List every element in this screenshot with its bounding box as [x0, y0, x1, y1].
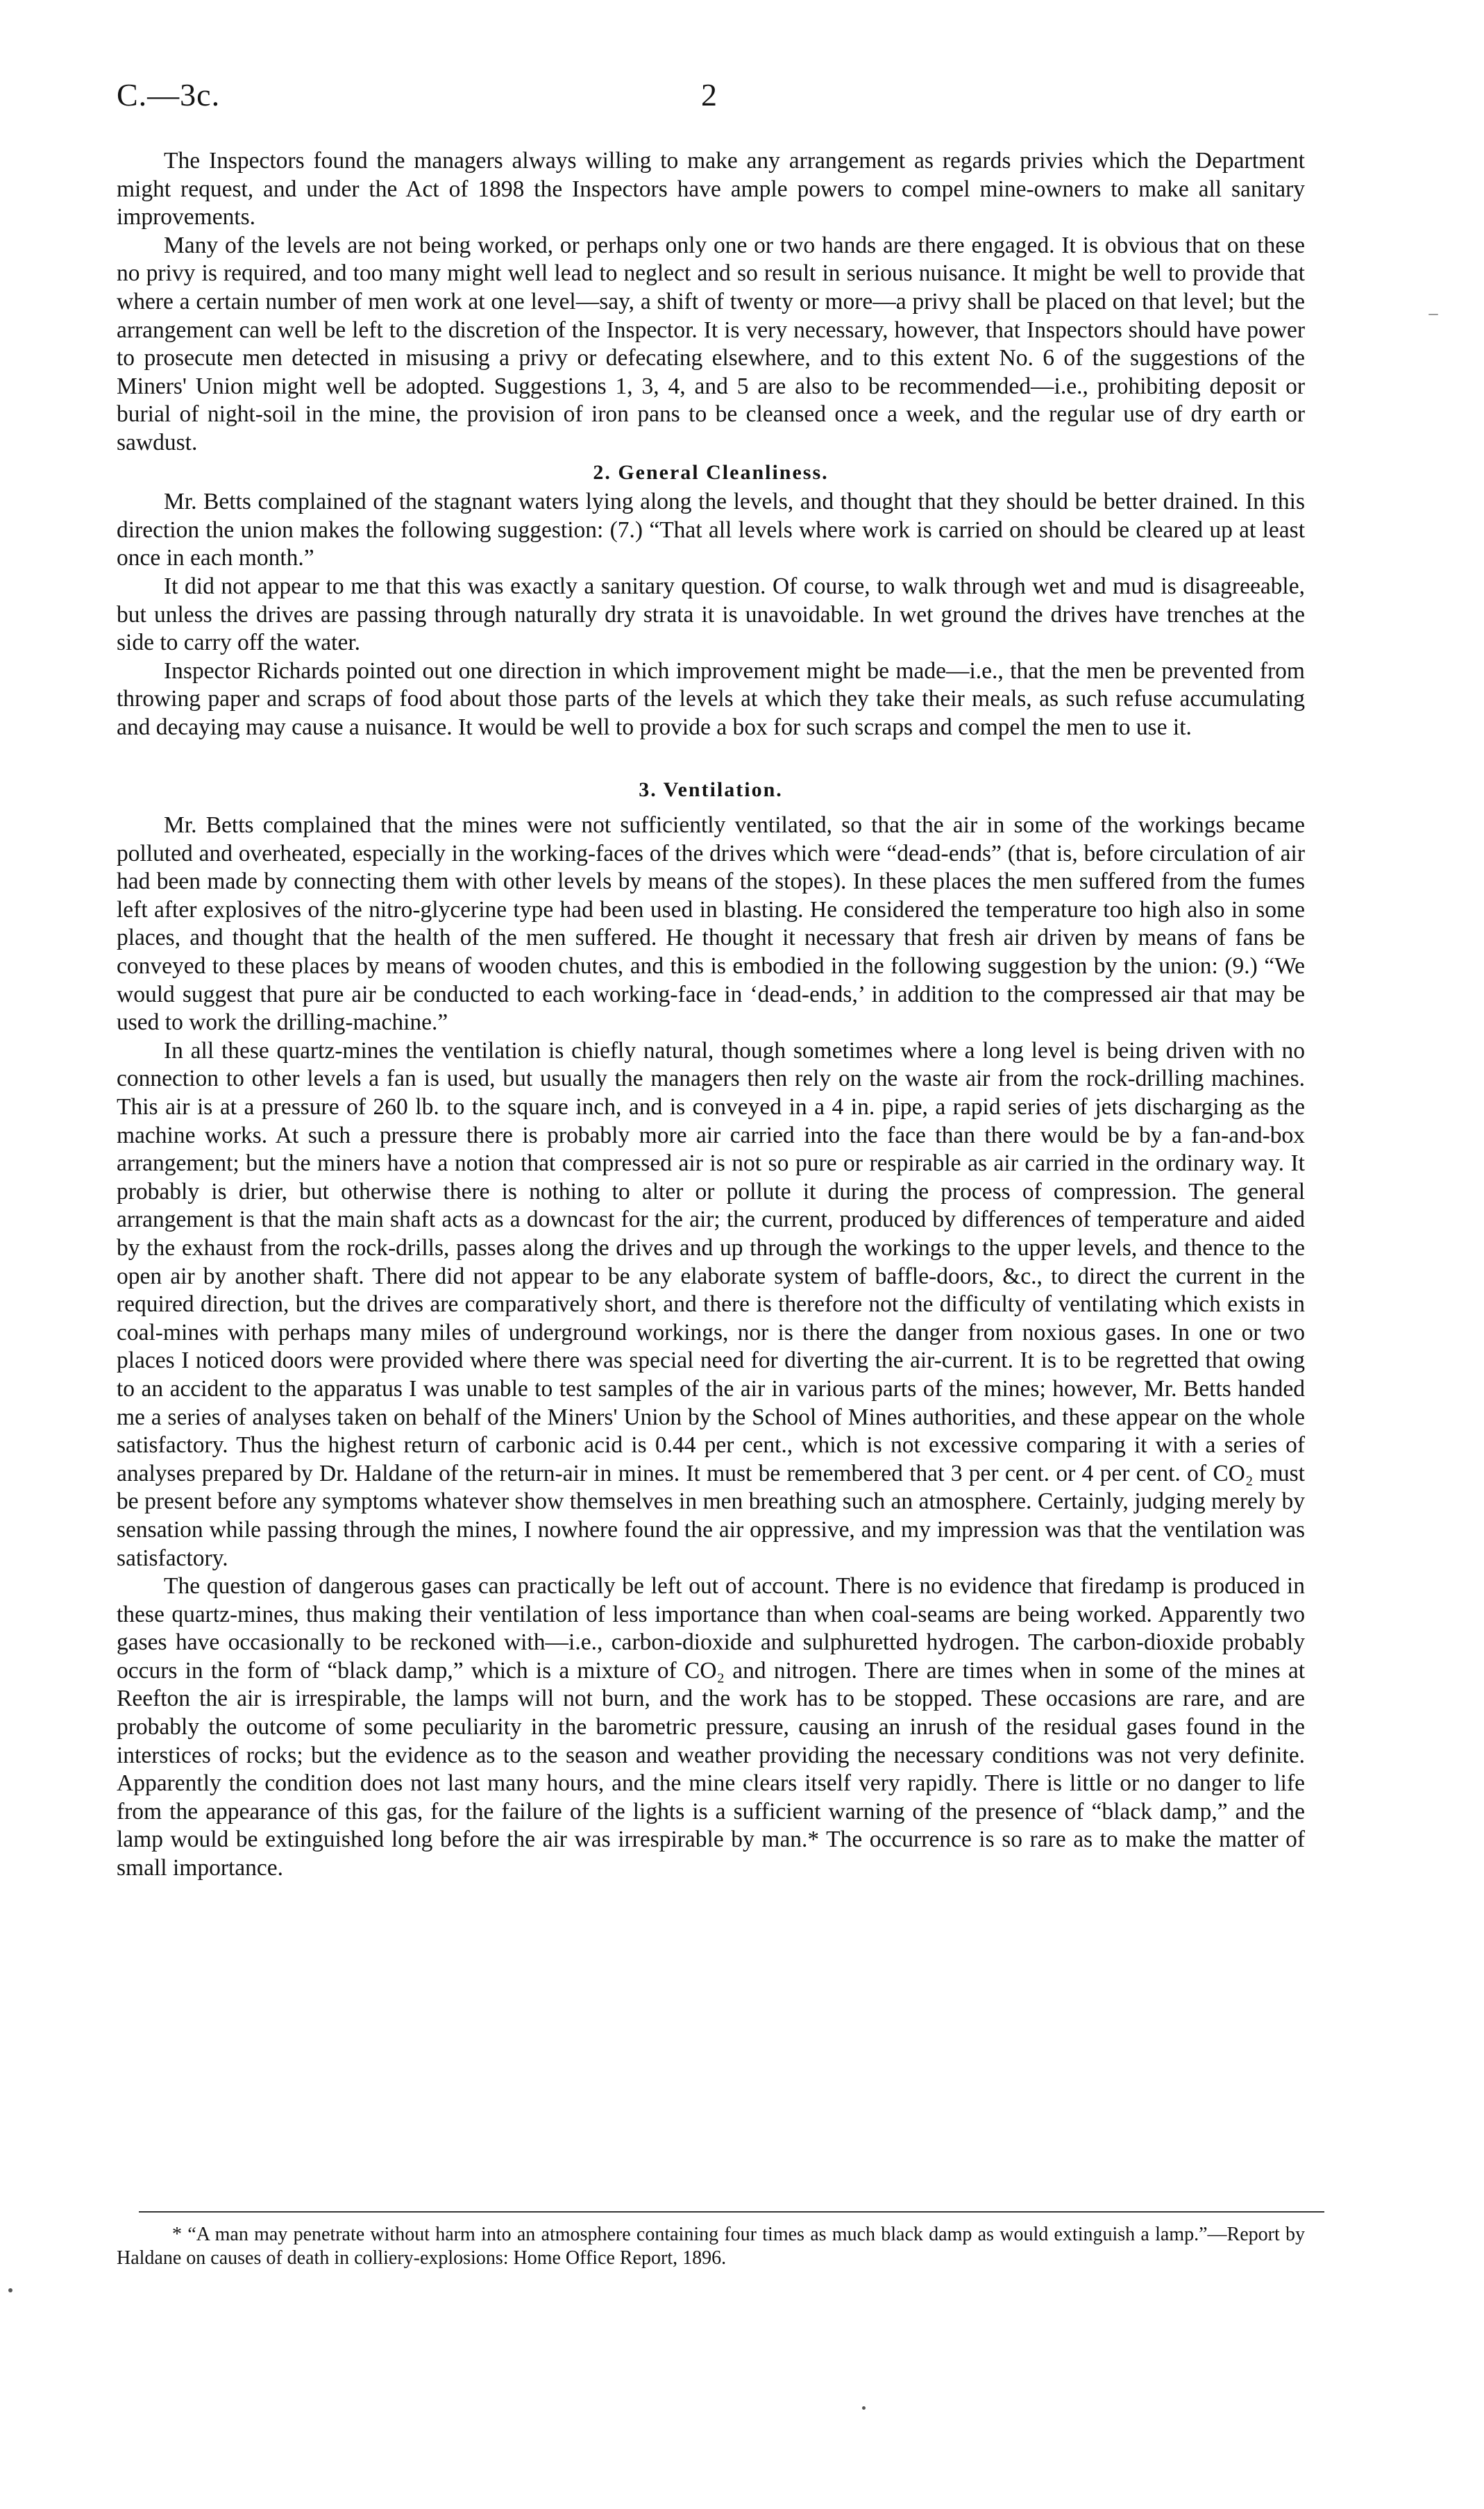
paragraph: Mr. Betts complained of the stagnant waters lying along the levels, and thought that they should be better drained. In this direction the union makes the following suggestion: (7.) “That all levels where work is carried on should be cleared up at least once in each month.” [117, 489, 1305, 571]
section-heading-cleanliness: 2. General Cleanliness. [593, 460, 829, 484]
scan-speck [8, 2288, 12, 2292]
page-header [0, 76, 1484, 125]
body-text [117, 147, 1305, 1883]
footnote-rule [139, 2211, 1324, 2213]
paragraph: The Inspectors found the managers always willing to make any arrangement as regards privies which the Department might request, and under the Act of 1898 the Inspectors have ample powers to compel mine-owners to make all sanitary improvements. [117, 148, 1305, 230]
document-reference: C.—3c. [117, 77, 221, 112]
paragraph: It did not appear to me that this was exactly a sanitary question. Of course, to walk through wet and mud is disagreeable, but unless the drives are passing through naturally dry strata it is unavoidable. In wet ground the drives have trenches at the side to carry off the water. [117, 573, 1305, 656]
scan-speck [1428, 314, 1438, 315]
scan-speck [862, 2406, 866, 2410]
paragraph: The question of dangerous gases can practically be left out of account. There is no evidence that firedamp is produced in these quartz-mines, thus making their ventilation of less importance than when coal-seams are being worked. Apparently two gases have occasionally to be reckoned with—i.e., carbon-dioxide and sulphuretted hydrogen. The carbon-dioxide probably occurs in the form of “black damp,” which is a mixture of CO₂ and nitrogen. There are times when in some of the mines at Reefton the air is irrespirable, the lamps will not burn, and the work has to be stopped. These occasions are rare, and are probably the outcome of some peculiarity in the barometric pressure, causing an inrush of the residual gases found in the interstices of rocks; but the evidence as to the season and weather providing the necessary conditions was not very definite. Apparently the condition does not last many hours, and the mine clears itself very rapidly. There is little or no danger to life from the appearance of this gas, for the failure of the lights is a sufficient warning of the presence of “black damp,” and the lamp would be extinguished long before the air was irrespirable by man.* The occurrence is so rare as to make the matter of small importance. [117, 1573, 1305, 1881]
footnote: * “A man may penetrate without harm into an atmosphere containing four times as much black damp as would extinguish a lamp.”—Report by Haldane on causes of death in colliery-explosions: Home Office Report, 1896. [117, 2224, 1305, 2269]
paragraph: Inspector Richards pointed out one direction in which improvement might be made—i.e., that the men be prevented from throwing paper and scraps of food about those parts of the levels at which they take their meals, as such refuse accumulating and decaying may cause a nuisance. It would be well to provide a box for such scraps and compel the men to use it. [117, 657, 1305, 740]
section-heading-ventilation: 3. Ventilation. [639, 778, 783, 802]
paragraph: Many of the levels are not being worked, or perhaps only one or two hands are there engaged. It is obvious that on these no privy is required, and too many might well lead to neglect and so result in serious nuisance. It might be well to provide that where a certain number of men work at one level—say, a shift of twenty or more—a privy shall be placed on that level; but the arrangement can well be left to the discretion of the Inspector. It is very necessary, however, that Inspectors should have power to prosecute men detected in misusing a privy or defecating elsewhere, and to this extent No. 6 of the suggestions of the Miners' Union might well be adopted. Suggestions 1, 3, 4, and 5 are also to be recommended—i.e., prohibiting deposit or burial of night-soil in the mine, the provision of iron pans to be cleansed once a week, and the regular use of dry earth or sawdust. [117, 232, 1305, 455]
paragraph: In all these quartz-mines the ventilation is chiefly natural, though sometimes where a long level is being driven with no connection to other levels a fan is used, but usually the managers then rely on the waste air from the rock-drilling machines. This air is at a pressure of 260 lb. to the square inch, and is conveyed in a 4 in. pipe, a rapid series of jets discharging as the machine works. At such a pressure there is probably more air carried into the face than there would be by a fan-and-box arrangement; but the miners have a notion that compressed air is not so pure or respirable as air carried in the ordinary way. It probably is drier, but otherwise there is nothing to alter or pollute it during the process of compression. The general arrangement is that the main shaft acts as a downcast for the air; the current, produced by differences of temperature and aided by the exhaust from the rock-drills, passes along the drives and up through the workings to the upper levels, and thence to the open air by another shaft. There did not appear to be any elaborate system of baffle-doors, &c., to direct the current in the required direction, but the drives are comparatively short, and there is therefore not the difficulty of ventilating which exists in coal-mines with perhaps many miles of underground workings, nor is there the danger from noxious gases. In one or two places I noticed doors were provided where there was special need for diverting the air-current. It is to be regretted that owing to an accident to the apparatus I was unable to test samples of the air in various parts of the mines; however, Mr. Betts handed me a series of analyses taken on behalf of the Miners' Union by the School of Mines authorities, and these appear on the whole satisfactory. Thus the highest return of carbonic acid is 0.44 per cent., which is not excessive comparing it with a series of analyses prepared by Dr. Haldane of the return-air in mines. It must be remembered that 3 per cent. or 4 per cent. of CO₂ must be present before any symptoms whatever show themselves in men breathing such an atmosphere. Certainly, judging merely by sensation while passing through the mines, I nowhere found the air oppressive, and my impression was that the ventilation was satisfactory. [117, 1037, 1305, 1571]
page-number: 2 [701, 77, 717, 112]
paragraph: Mr. Betts complained that the mines were not sufficiently ventilated, so that the air in some of the workings became polluted and overheated, especially in the working-faces of the drives which were “dead-ends” (that is, before circulation of air had been made by connecting them with other levels by means of the stopes). In these places the men suffered from the fumes left after explosives of the nitro-glycerine type had been used in blasting. He considered the temperature too high also in some places, and thought that the health of the men suffered. He thought it necessary that fresh air driven by means of fans be conveyed to these places by means of wooden chutes, and this is embodied in the following suggestion by the union: (9.) “We would suggest that pure air be conducted to each working-face in ‘dead-ends,’ in addition to the compressed air that may be used to work the drilling-machine.” [117, 812, 1305, 1036]
